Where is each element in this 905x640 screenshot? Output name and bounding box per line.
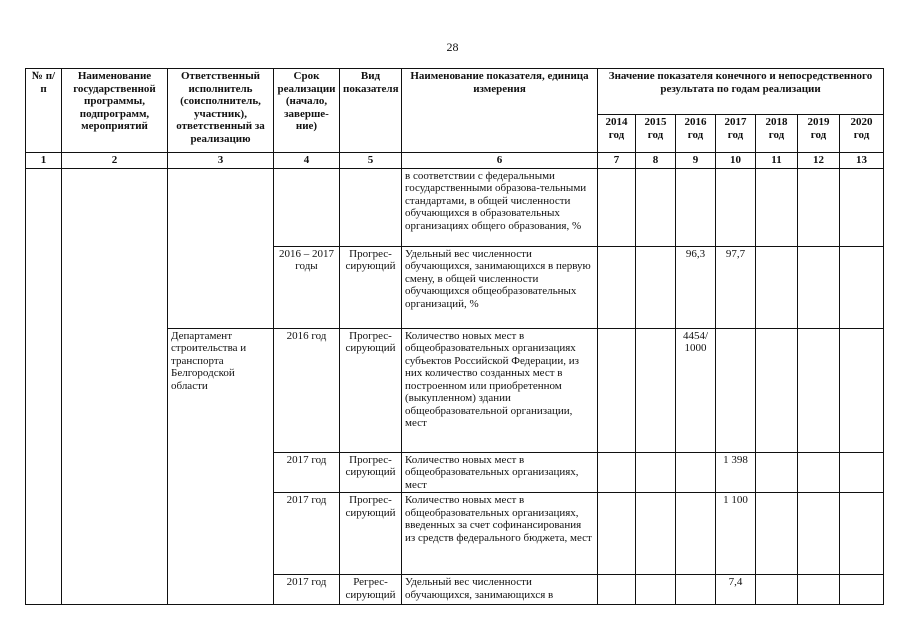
cell-number: [26, 168, 62, 605]
header-term: Срок реализации (начало, заверше-ние): [274, 69, 340, 153]
header-year-2016: 2016 год: [676, 115, 716, 153]
table-row: [26, 168, 884, 246]
header-year-2014: 2014 год: [598, 115, 636, 153]
cell-value-2019: [798, 246, 840, 328]
header-program-name: Наименование государственной программы, подпрограмм, мероприятий: [62, 69, 168, 153]
column-number: 5: [340, 153, 402, 169]
header-indicator-type: Вид показателя: [340, 69, 402, 153]
cell-term: 2016 год: [274, 328, 340, 452]
cell-indicator-name: Количество новых мест в общеобразовательных организациях, введенных за счет софинансирования из средств федерального бюджета, мест: [402, 493, 598, 575]
cell-value-2019: [798, 575, 840, 605]
cell-indicator-type: Прогрес-сирующий: [340, 452, 402, 493]
cell-value-2016: 96,3: [676, 246, 716, 328]
cell-value-2018: [756, 575, 798, 605]
header-executor: Ответственный исполнитель (соисполнитель, участник), ответственный за реализацию: [168, 69, 274, 153]
cell-value-2019: [798, 452, 840, 493]
cell-value-2015: [636, 452, 676, 493]
cell-value-2017: [716, 168, 756, 246]
cell-program-name: [62, 168, 168, 605]
cell-value-2018: [756, 168, 798, 246]
cell-value-2019: [798, 328, 840, 452]
cell-value-2019: [798, 168, 840, 246]
column-number: 12: [798, 153, 840, 169]
cell-indicator-name: в соответствии с федеральными государственными образова-тельными стандартами, в общей численности обучающихся в образовательных организациях общего образования, %: [402, 168, 598, 246]
cell-value-2018: [756, 328, 798, 452]
cell-value-2017: 7,4: [716, 575, 756, 605]
header-year-2017: 2017 год: [716, 115, 756, 153]
cell-value-2020: [840, 328, 884, 452]
cell-term: 2017 год: [274, 575, 340, 605]
column-number: 7: [598, 153, 636, 169]
cell-value-2016: [676, 575, 716, 605]
cell-value-2016: [676, 452, 716, 493]
header-year-2019: 2019 год: [798, 115, 840, 153]
cell-value-2016: 4454/ 1000: [676, 328, 716, 452]
cell-indicator-name: Количество новых мест в общеобразовательных организациях субъектов Российской Федерации, из них количество созданных мест в построенном или приобретенном (выкупленном) здании общеобразовательной организации, мест: [402, 328, 598, 452]
header-indicator-name: Наименование показателя, единица измерения: [402, 69, 598, 153]
column-number: 4: [274, 153, 340, 169]
column-number: 8: [636, 153, 676, 169]
cell-value-2018: [756, 493, 798, 575]
cell-indicator-type: [340, 168, 402, 246]
cell-indicator-type: Регрес-сирующий: [340, 575, 402, 605]
cell-indicator-type: Прогрес-сирующий: [340, 493, 402, 575]
cell-indicator-name: Количество новых мест в общеобразовательных организациях, мест: [402, 452, 598, 493]
cell-term: 2016 – 2017 годы: [274, 246, 340, 328]
cell-value-2020: [840, 452, 884, 493]
cell-indicator-type: Прогрес-сирующий: [340, 328, 402, 452]
header-year-2018: 2018 год: [756, 115, 798, 153]
cell-indicator-name: Удельный вес численности обучающихся, занимающихся в: [402, 575, 598, 605]
indicators-table: [25, 68, 884, 605]
cell-term: 2017 год: [274, 452, 340, 493]
cell-value-2014: [598, 452, 636, 493]
cell-value-2015: [636, 575, 676, 605]
header-year-2020: 2020 год: [840, 115, 884, 153]
cell-value-2015: [636, 168, 676, 246]
column-number: 1: [26, 153, 62, 169]
cell-value-2020: [840, 493, 884, 575]
cell-value-2015: [636, 328, 676, 452]
cell-executor-department: Департамент строительства и транспорта Белгородской области: [168, 328, 274, 605]
cell-term: 2017 год: [274, 493, 340, 575]
header-year-2015: 2015 год: [636, 115, 676, 153]
cell-indicator-type: Прогрес-сирующий: [340, 246, 402, 328]
cell-value-2014: [598, 575, 636, 605]
cell-value-2018: [756, 246, 798, 328]
cell-value-2014: [598, 168, 636, 246]
cell-value-2014: [598, 328, 636, 452]
column-number: 10: [716, 153, 756, 169]
column-number: 13: [840, 153, 884, 169]
cell-value-2014: [598, 493, 636, 575]
cell-value-2018: [756, 452, 798, 493]
cell-value-2017: [716, 328, 756, 452]
cell-value-2019: [798, 493, 840, 575]
cell-value-2016: [676, 168, 716, 246]
cell-value-2015: [636, 246, 676, 328]
cell-value-2015: [636, 493, 676, 575]
cell-value-2017: 97,7: [716, 246, 756, 328]
cell-value-2017: 1 100: [716, 493, 756, 575]
column-number: 11: [756, 153, 798, 169]
cell-value-2017: 1 398: [716, 452, 756, 493]
cell-value-2014: [598, 246, 636, 328]
cell-value-2020: [840, 246, 884, 328]
cell-indicator-name: Удельный вес численности обучающихся, занимающихся в первую смену, в общей численности обучающихся общеобразовательных организаций, %: [402, 246, 598, 328]
header-values-group: Значение показателя конечного и непосредственного результата по годам реализации: [598, 69, 884, 115]
page-number: 28: [446, 40, 459, 54]
column-number: 9: [676, 153, 716, 169]
column-number: 2: [62, 153, 168, 169]
cell-executor: [168, 168, 274, 328]
cell-value-2020: [840, 168, 884, 246]
cell-value-2016: [676, 493, 716, 575]
cell-term: [274, 168, 340, 246]
header-number: № п/п: [26, 69, 62, 153]
column-number: 6: [402, 153, 598, 169]
column-number: 3: [168, 153, 274, 169]
cell-value-2020: [840, 575, 884, 605]
